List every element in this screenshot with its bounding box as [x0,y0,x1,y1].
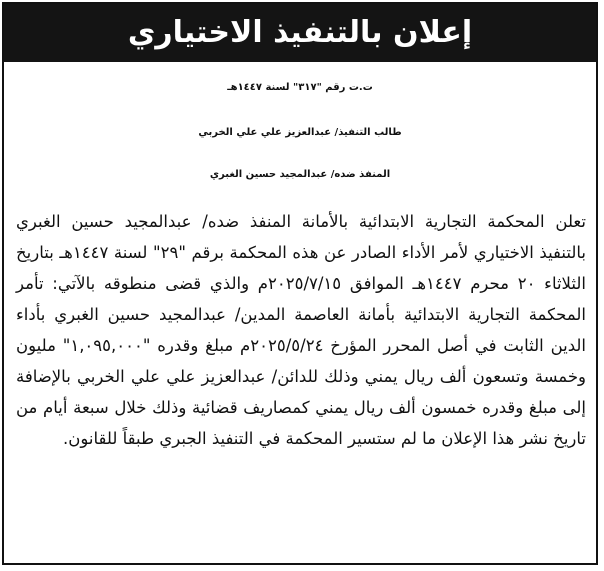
notice-banner [4,4,596,62]
notice-frame [2,2,598,565]
notice-body: تعلن المحكمة التجارية الابتدائية بالأمانة المنفذ ضده/ عبدالمجيد حسين الغبري بالتنفيذ الاختياري لأمر الأداء الصادر عن هذه المحكمة برقم "٢٩" لسنة ١٤٤٧هـ بتاريخ الثلاثاء ٢٠ محرم ١٤٤٧هـ الموافق ٢٠٢٥/٧/١٥م والذي قضى منطوقه بالآتي: تأمر المحكمة التجارية الابتدائية بأمانة العاصمة المدين/ عبدالمجيد حسين الغبري بأداء الدين الثابت في أصل المحرر المؤرخ ٢٠٢٥/٥/٢٤م مبلغ وقدره "١,٠٩٥,٠٠٠" مليون وخمسة وتسعون ألف ريال يمني وذلك للدائن/ عبدالعزيز علي علي الخربي بالإضافة إلى مبلغ وقدره خمسون ألف ريال يمني كمصاريف قضائية وذلك خلال سبعة أيام من تاريخ نشر هذا الإعلان ما لم ستسير المحكمة في التنفيذ الجبري طبقاً للقانون. [16,212,586,448]
respondent-line: المنفذ ضده/ عبدالمجيد حسين الغبري [209,169,391,180]
notice-title: إعلان بالتنفيذ الاختياري [127,15,473,50]
case-number-line: ت.ت رقم "٣١٧" لسنة ١٤٤٧هـ [227,82,373,93]
applicant-line: طالب التنفيذ/ عبدالعزيز علي علي الخربي [198,127,402,138]
